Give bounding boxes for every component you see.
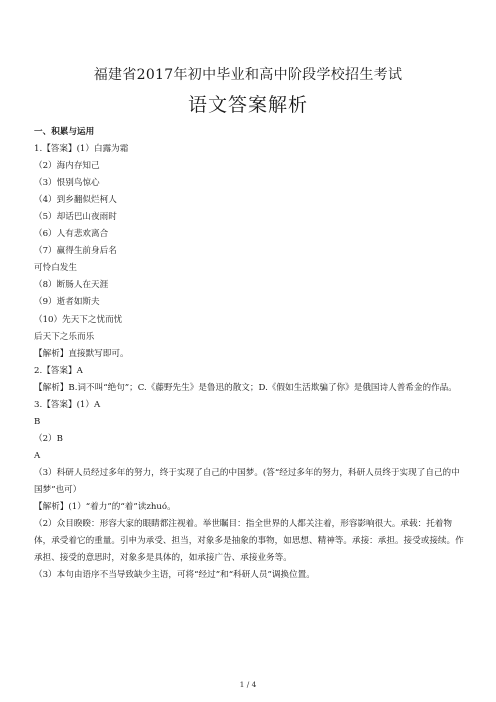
answer-line: （6）人有悲欢离合 (34, 229, 109, 240)
answer-paragraph: （3）科研人员经过多年的努力，终于实现了自己的中国梦。(答“经过多年的努力，科研人员终于实现了自己的中国梦”也可） (34, 467, 460, 495)
analysis-paragraph: （2）众目睽睽：形容大家的眼睛都注视着。举世瞩目：指全世界的人都关注着，形容影响很大。承载：托着物体，承受着它的重量。引申为承受、担当，对象多是抽象的事物，如思想、精神等。承接：承担。接受或接续。作承担、接受的意思时，对象多是具体的，如承接广告、承接业务等。 (34, 519, 464, 564)
answer-line: 2.【答案】A (34, 365, 83, 376)
answer-line: （2）B (34, 433, 63, 444)
answer-analysis-title: 语文答案解析 (187, 94, 308, 116)
answer-line: 3.【答案】(1）A (34, 399, 101, 410)
answer-line: B (34, 416, 41, 427)
analysis-line: 【解析】(1）“着力”的“着”读zhuó。 (34, 502, 176, 513)
answer-line: （4）到乡翻似烂柯人 (34, 195, 117, 206)
answer-line: （3）恨别鸟惊心 (34, 178, 100, 189)
answer-line: 后天下之乐而乐 (34, 331, 95, 342)
section-heading: 一、积累与运用 (34, 127, 95, 137)
exam-title: 福建省2017年初中毕业和高中阶段学校招生考试 (93, 67, 403, 83)
analysis-paragraph: 【解析】B.词不叫“绝句”；C.《藤野先生》是鲁迅的散文；D.《假如生活欺骗了你》是俄国诗人普希金的作品。 (34, 382, 457, 393)
page-number: 1 / 4 (239, 680, 257, 689)
answer-content (34, 124, 464, 584)
answer-line: （10）先天下之忧而忧 (34, 314, 123, 325)
answer-line: 可怜白发生 (34, 263, 77, 274)
answer-line: （5）却话巴山夜雨时 (34, 212, 117, 223)
answer-line: 1.【答案】(1）白露为霜 (34, 144, 129, 155)
answer-line: （9）逝者如斯夫 (34, 297, 100, 308)
answer-line: （2）海内存知己 (34, 161, 100, 172)
answer-line: （7）赢得生前身后名 (34, 246, 117, 257)
analysis-line: 【解析】直接默写即可。 (34, 348, 129, 359)
answer-line: （8）断肠人在天涯 (34, 280, 109, 291)
answer-line: A (34, 450, 41, 461)
analysis-paragraph: （3）本句由语序不当导致缺少主语，可将“经过”和“科研人员”调换位置。 (34, 570, 315, 581)
